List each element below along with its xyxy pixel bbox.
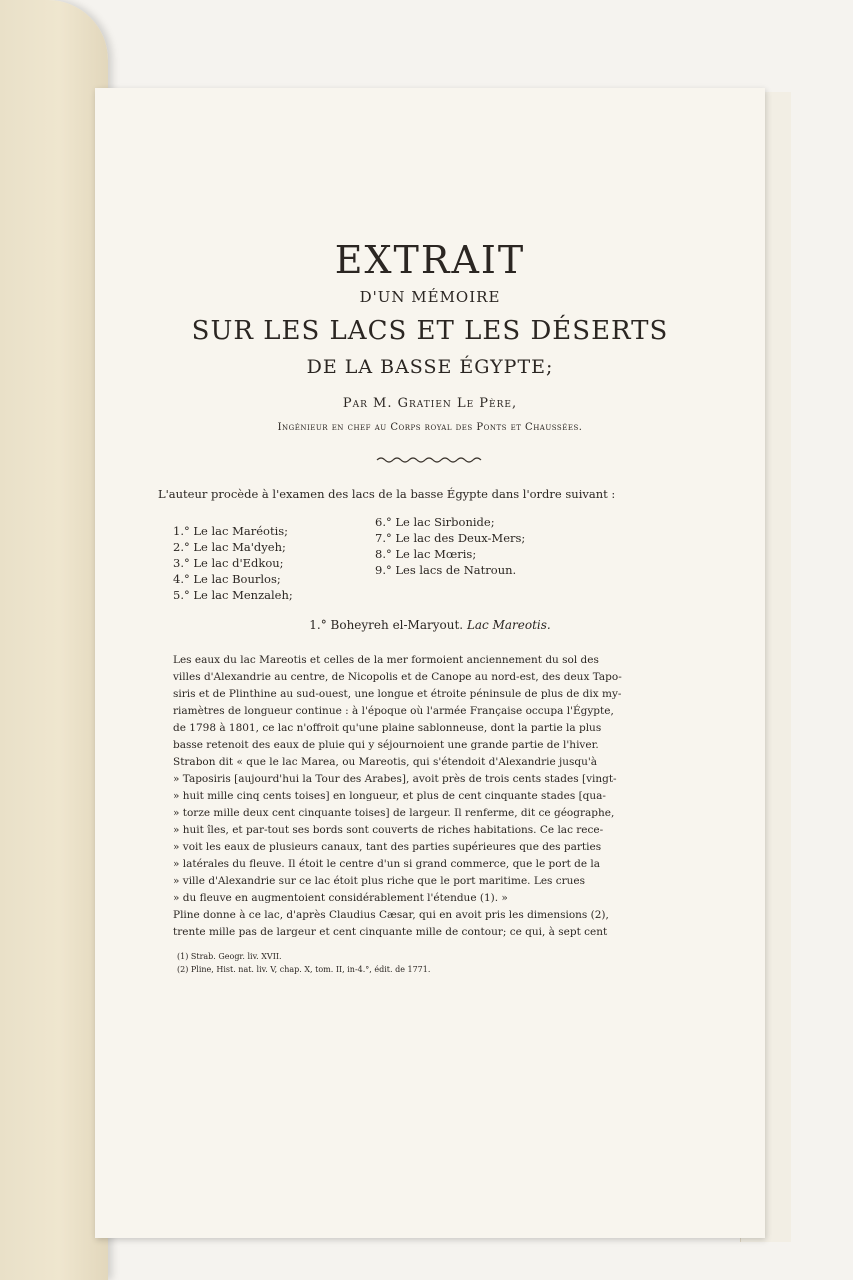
text-line: » du fleuve en augmentoient considérablement l'étendue (1). » <box>173 892 508 904</box>
text-line: » ville d'Alexandrie sur ce lac étoit plus riche que le port maritime. Les crues <box>173 875 586 887</box>
text-line: » huit mille cinq cents toises] en longueur, et plus de cent cinquante stades [qua- <box>173 790 606 802</box>
text-line: Strabon dit « que le lac Marea, ou Mareotis, qui s'étendoit d'Alexandrie jusqu'à <box>173 756 598 768</box>
text-line: riamètres de longueur continue : à l'époque où l'armée Française occupa l'Égypte, <box>173 705 614 717</box>
list-item: 9.° Les lacs de Natroun. <box>375 563 517 577</box>
list-item: 7.° Le lac des Deux-Mers; <box>375 531 526 545</box>
title-memoire: D'UN MÉMOIRE <box>359 288 501 306</box>
title-extrait: EXTRAIT <box>334 238 526 282</box>
list-item: 3.° Le lac d'Edkou; <box>173 556 284 570</box>
text-line: basse retenoit des eaux de pluie qui y séjournoient une grande partie de l'hiver. <box>173 739 599 751</box>
book-page <box>95 88 765 1238</box>
list-item: 5.° Le lac Menzaleh; <box>173 588 293 602</box>
text-line: de 1798 à 1801, ce lac n'offroit qu'une plaine sablonneuse, dont la partie la plus <box>173 722 602 734</box>
section-latin-name: Lac Mareotis. <box>466 618 551 632</box>
author-line: Par M. Gratien Le Père, <box>342 396 518 411</box>
footnote: (2) Pline, Hist. nat. liv. V, chap. X, tom. II, in-4.°, édit. de 1771. <box>177 965 431 974</box>
text-line: » latérales du fleuve. Il étoit le centre d'un si grand commerce, que le port de la <box>173 858 601 870</box>
text-line: » voit les eaux de plusieurs canaux, tant des parties supérieures que des parties <box>173 841 602 853</box>
section-heading <box>95 618 765 632</box>
text-line: » torze mille deux cent cinquante toises] de largeur. Il renferme, dit ce géographe, <box>173 807 615 819</box>
text-line: Pline donne à ce lac, d'après Claudius Cæsar, qui en avoit pris les dimensions (2), <box>173 909 609 921</box>
section-title: 1.° Boheyreh el-Maryout. <box>309 618 464 632</box>
list-item: 6.° Le lac Sirbonide; <box>375 515 495 529</box>
footnotes <box>177 950 577 976</box>
lake-list-left <box>173 523 293 603</box>
title-lacs-deserts: SUR LES LACS ET LES DÉSERTS <box>191 316 669 346</box>
body-text <box>173 652 623 941</box>
list-item: 4.° Le lac Bourlos; <box>173 572 281 586</box>
text-line: trente mille pas de largeur et cent cinquante mille de contour; ce qui, à sept cent <box>173 926 608 938</box>
ornament-divider <box>95 450 765 469</box>
left-page-edge <box>0 0 108 1280</box>
list-item: 8.° Le lac Mœris; <box>375 547 477 561</box>
list-item: 1.° Le lac Maréotis; <box>173 524 289 538</box>
footnote: (1) Strab. Geogr. liv. XVII. <box>177 952 282 961</box>
text-line: » huit îles, et par-tout ses bords sont couverts de riches habitations. Ce lac rece- <box>173 824 604 836</box>
text-line: Les eaux du lac Mareotis et celles de la mer formoient anciennement du sol des <box>173 654 599 666</box>
lake-list-right <box>375 514 525 578</box>
affiliation-line: Ingénieur en chef au Corps royal des Ponts et Chaussées. <box>277 422 583 433</box>
text-line: villes d'Alexandrie au centre, de Nicopolis et de Canope au nord-est, des deux Tapo- <box>173 671 622 683</box>
text-line: siris et de Plinthine au sud-ouest, une longue et étroite péninsule de plus de dix my- <box>173 688 622 700</box>
intro-sentence: L'auteur procède à l'examen des lacs de la basse Égypte dans l'ordre suivant : <box>158 487 616 501</box>
list-item: 2.° Le lac Ma'dyeh; <box>173 540 286 554</box>
title-basse-egypte: DE LA BASSE ÉGYPTE; <box>306 356 554 378</box>
text-line: » Taposiris [aujourd'hui la Tour des Arabes], avoit près de trois cents stades [vingt- <box>173 773 617 785</box>
